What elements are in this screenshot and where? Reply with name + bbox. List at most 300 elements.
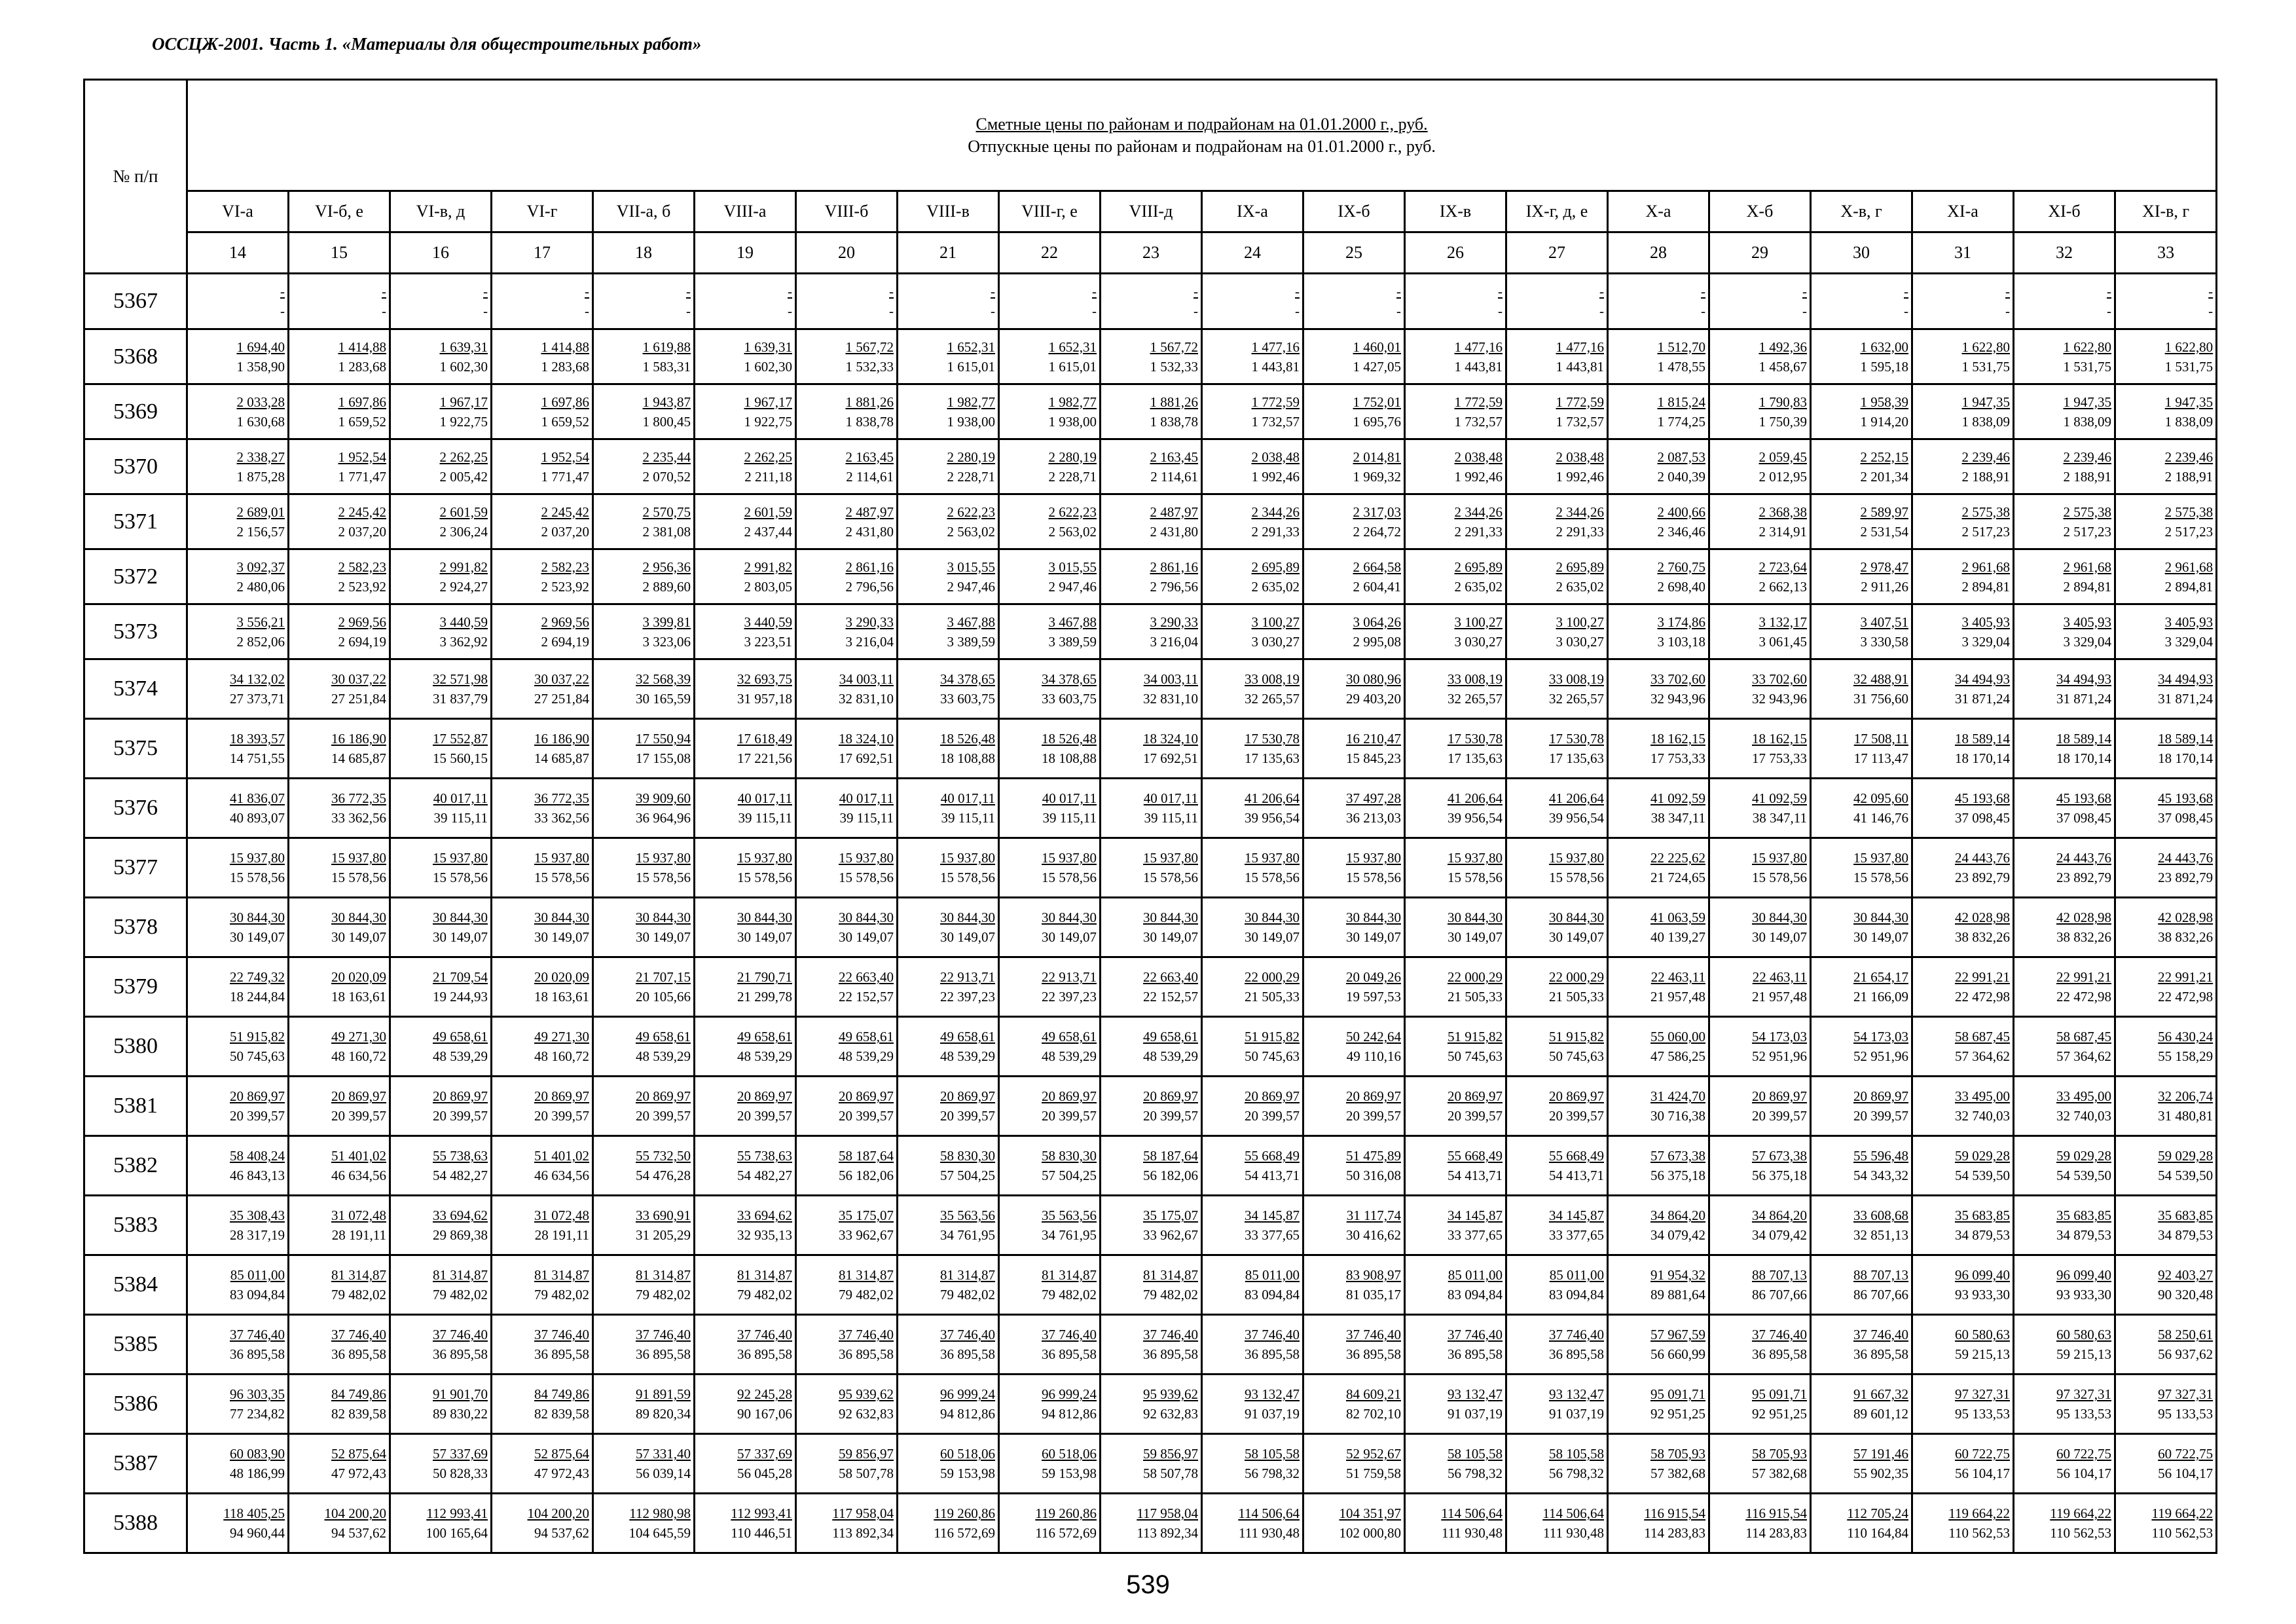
price-cell	[898, 659, 999, 719]
estimate-price: 33 008,19	[1245, 671, 1300, 687]
price-cell	[390, 1196, 492, 1255]
price-cell	[1709, 659, 1811, 719]
estimate-prices-title: Сметные цены по районам и подрайонам на 01.01.2000 г., руб.	[975, 114, 1428, 134]
price-cell	[390, 494, 492, 549]
estimate-price: 93 132,47	[1549, 1386, 1604, 1402]
price-cell	[1912, 659, 2014, 719]
release-price: 2 114,61	[1150, 468, 1198, 485]
release-price: 2 924,27	[439, 578, 488, 595]
estimate-price: 22 000,29	[1245, 969, 1300, 985]
estimate-price: 1 477,16	[1556, 339, 1604, 355]
price-cell	[695, 779, 796, 838]
estimate-price: 49 658,61	[839, 1029, 894, 1044]
price-cell	[1101, 659, 1202, 719]
price-cell	[2115, 329, 2217, 384]
column-number: 17	[492, 232, 593, 274]
price-cell	[289, 1077, 390, 1136]
release-price: 28 317,19	[230, 1227, 285, 1243]
estimate-price: 16 210,47	[1346, 731, 1401, 747]
estimate-price: 96 303,35	[230, 1386, 285, 1402]
estimate-price: 31 424,70	[1650, 1088, 1705, 1104]
release-price: 39 115,11	[839, 810, 894, 826]
price-cell	[187, 1196, 289, 1255]
release-price: 2 480,06	[236, 578, 285, 595]
release-price: 2 947,46	[1048, 578, 1097, 595]
price-cell	[492, 1136, 593, 1196]
release-price: 1 838,09	[2063, 413, 2111, 430]
release-price: 30 149,07	[839, 929, 894, 945]
estimate-price: 30 844,30	[230, 910, 285, 925]
release-price: 94 812,86	[1042, 1406, 1097, 1422]
estimate-price: 1 460,01	[1353, 339, 1401, 355]
price-cell	[1506, 1077, 1608, 1136]
price-cell	[1912, 1255, 2014, 1315]
price-cell	[1405, 898, 1506, 957]
price-cell	[2115, 274, 2217, 329]
estimate-price: 60 722,75	[2056, 1446, 2111, 1462]
price-cell	[2014, 329, 2115, 384]
price-cell	[796, 274, 898, 329]
price-cell	[390, 549, 492, 604]
estimate-price: 1 632,00	[1860, 339, 1908, 355]
release-price: 57 504,25	[940, 1168, 995, 1183]
release-price: 54 482,27	[433, 1168, 488, 1183]
region-header: VI-б, е	[289, 191, 390, 232]
release-price: 92 632,83	[1143, 1406, 1198, 1422]
release-price: 20 399,57	[636, 1108, 691, 1124]
release-price: 36 895,58	[1346, 1346, 1401, 1362]
price-cell	[1202, 1494, 1303, 1553]
price-cell	[593, 1255, 695, 1315]
estimate-price: 49 658,61	[636, 1029, 691, 1044]
estimate-price: 33 495,00	[1955, 1088, 2010, 1104]
estimate-price: 15 937,80	[1346, 850, 1401, 866]
release-price: 1 771,47	[541, 468, 589, 485]
estimate-price: 30 844,30	[1042, 910, 1097, 925]
release-price: 95 133,53	[1955, 1406, 2010, 1422]
estimate-price: 2 695,89	[1556, 559, 1604, 575]
region-header: VI-г	[492, 191, 593, 232]
price-cell	[1202, 1434, 1303, 1494]
estimate-price: 2 978,47	[1860, 559, 1908, 575]
release-price: 46 634,56	[331, 1168, 386, 1183]
estimate-price: 1 622,80	[1961, 339, 2010, 355]
release-price: 83 094,84	[1448, 1287, 1503, 1302]
price-cell	[1709, 719, 1811, 779]
release-price: -	[889, 303, 894, 319]
estimate-price: 58 687,45	[2056, 1029, 2111, 1044]
release-price: 1 532,33	[1150, 358, 1198, 375]
estimate-price: 20 869,97	[331, 1088, 386, 1104]
column-number: 20	[796, 232, 898, 274]
release-price: 1 602,30	[439, 358, 488, 375]
price-cell	[1303, 384, 1405, 439]
release-price: 37 098,45	[2056, 810, 2111, 826]
release-price: -	[585, 303, 589, 319]
price-cell	[1811, 329, 1912, 384]
price-cell	[898, 604, 999, 659]
estimate-price: 37 746,40	[737, 1327, 792, 1342]
price-cell	[492, 274, 593, 329]
release-price: 1 838,09	[2164, 413, 2214, 430]
price-cell	[1709, 439, 1811, 494]
table-row	[84, 659, 2217, 719]
release-price: 2 037,20	[338, 523, 386, 540]
price-cell	[999, 494, 1101, 549]
release-price: 21 166,09	[1853, 989, 1908, 1005]
estimate-price: 1 477,16	[1251, 339, 1300, 355]
release-price: 31 871,24	[2158, 691, 2214, 707]
price-cell	[1811, 1375, 1912, 1434]
release-price: 1 800,45	[642, 413, 691, 430]
estimate-price: 2 245,42	[338, 504, 386, 520]
estimate-price: 2 262,25	[439, 449, 488, 465]
table-row	[84, 329, 2217, 384]
price-cell	[1202, 779, 1303, 838]
release-price: 32 265,57	[1245, 691, 1300, 707]
estimate-price: 91 667,32	[1853, 1386, 1908, 1402]
price-cell	[2014, 838, 2115, 898]
estimate-price: 40 017,11	[940, 790, 995, 806]
estimate-price: 20 869,97	[1752, 1088, 1807, 1104]
price-cell	[1202, 1196, 1303, 1255]
release-price: 1 595,18	[1860, 358, 1908, 375]
price-cell	[999, 719, 1101, 779]
price-cell	[695, 1434, 796, 1494]
release-price: 18 170,14	[1955, 750, 2010, 766]
price-cell	[1608, 494, 1709, 549]
price-cell	[390, 1315, 492, 1375]
price-cell	[289, 1255, 390, 1315]
release-price: 32 943,96	[1752, 691, 1807, 707]
price-cell	[1101, 1494, 1202, 1553]
release-price: 48 539,29	[940, 1048, 995, 1064]
release-price: 90 320,48	[2158, 1287, 2214, 1302]
estimate-price: 1 639,31	[439, 339, 488, 355]
price-cell	[1506, 1315, 1608, 1375]
price-cell	[1811, 439, 1912, 494]
estimate-price: 2 344,26	[1454, 504, 1503, 520]
release-price: 23 892,79	[2158, 870, 2214, 885]
release-price: 1 615,01	[947, 358, 995, 375]
estimate-price: 37 746,40	[1245, 1327, 1300, 1342]
price-cell	[492, 549, 593, 604]
estimate-price: 1 652,31	[947, 339, 995, 355]
price-cell	[1202, 659, 1303, 719]
price-cell	[2115, 549, 2217, 604]
estimate-price: 3 405,93	[1961, 614, 2010, 630]
release-price: 1 771,47	[338, 468, 386, 485]
page-number: 539	[1126, 1570, 1170, 1599]
estimate-price: 30 080,96	[1346, 671, 1401, 687]
price-cell	[999, 659, 1101, 719]
release-price: 20 399,57	[331, 1108, 386, 1124]
release-price: 2 431,80	[845, 523, 894, 540]
estimate-price: 92 245,28	[737, 1386, 792, 1402]
release-price: 15 578,56	[940, 870, 995, 885]
price-cell	[187, 549, 289, 604]
release-price: 79 482,02	[433, 1287, 488, 1302]
table-row	[84, 1017, 2217, 1077]
price-cell	[1506, 1434, 1608, 1494]
estimate-price: 91 891,59	[636, 1386, 691, 1402]
estimate-price: 21 790,71	[737, 969, 792, 985]
price-cell	[492, 838, 593, 898]
release-price: 2 291,33	[1556, 523, 1604, 540]
price-cell	[2014, 1255, 2115, 1315]
estimate-price: 2 695,89	[1454, 559, 1503, 575]
estimate-price: 81 314,87	[1143, 1267, 1198, 1283]
estimate-price: 33 495,00	[2056, 1088, 2111, 1104]
price-cell	[898, 1196, 999, 1255]
release-price: 89 601,12	[1853, 1406, 1908, 1422]
release-prices-title: Отпускные цены по районам и подрайонам на 01.01.2000 г., руб.	[968, 136, 1436, 156]
release-price: 22 472,98	[2158, 989, 2214, 1005]
price-cell	[999, 1017, 1101, 1077]
estimate-price: 15 937,80	[940, 850, 995, 866]
release-price: 18 170,14	[2158, 750, 2214, 766]
estimate-price: 58 687,45	[1955, 1029, 2010, 1044]
release-price: 17 692,51	[839, 750, 894, 766]
release-price: 18 108,88	[1042, 750, 1097, 766]
price-cell	[1608, 439, 1709, 494]
release-price: 28 191,11	[534, 1227, 589, 1243]
price-cell	[695, 384, 796, 439]
estimate-price: 30 844,30	[839, 910, 894, 925]
release-price: 111 930,48	[1239, 1525, 1300, 1541]
price-cell	[187, 439, 289, 494]
price-cell	[1608, 604, 1709, 659]
estimate-price: 17 530,78	[1448, 731, 1503, 747]
estimate-price: 17 550,94	[636, 731, 691, 747]
release-price: 1 458,67	[1758, 358, 1807, 375]
release-price: 52 951,96	[1853, 1048, 1908, 1064]
release-price: 52 951,96	[1752, 1048, 1807, 1064]
release-price: 54 482,27	[737, 1168, 792, 1183]
estimate-price: 1 492,36	[1758, 339, 1807, 355]
estimate-price: 59 856,97	[839, 1446, 894, 1462]
release-price: 93 933,30	[2056, 1287, 2111, 1302]
price-cell	[390, 898, 492, 957]
price-cell	[593, 719, 695, 779]
price-cell	[593, 838, 695, 898]
estimate-price: 45 193,68	[2158, 790, 2214, 806]
column-number: 32	[2014, 232, 2115, 274]
table-row	[84, 838, 2217, 898]
release-price: 33 962,67	[1143, 1227, 1198, 1243]
release-price: 18 170,14	[2056, 750, 2111, 766]
price-cell	[289, 1196, 390, 1255]
price-cell	[1506, 329, 1608, 384]
region-header: VI-в, д	[390, 191, 492, 232]
estimate-price: 60 518,06	[1042, 1446, 1097, 1462]
estimate-price: 51 401,02	[331, 1148, 386, 1164]
estimate-price: 2 689,01	[236, 504, 285, 520]
price-cell	[1709, 1017, 1811, 1077]
estimate-price: 57 967,59	[1650, 1327, 1705, 1342]
price-cell	[2014, 1375, 2115, 1434]
release-price: 56 798,32	[1245, 1466, 1300, 1481]
release-price: 20 399,57	[1346, 1108, 1401, 1124]
release-price: 31 871,24	[2056, 691, 2111, 707]
price-cell	[1506, 1375, 1608, 1434]
release-price: 56 104,17	[2056, 1466, 2111, 1481]
estimate-price: 18 526,48	[1042, 731, 1097, 747]
estimate-price: 2 961,68	[1961, 559, 2010, 575]
release-price: 41 146,76	[1853, 810, 1908, 826]
price-cell	[1202, 1136, 1303, 1196]
estimate-price: -	[2208, 284, 2214, 299]
release-price: 59 215,13	[1955, 1346, 2010, 1362]
estimate-price: 34 145,87	[1448, 1208, 1503, 1223]
estimate-price: 95 939,62	[839, 1386, 894, 1402]
price-cell	[1101, 1255, 1202, 1315]
release-price: 36 895,58	[534, 1346, 589, 1362]
region-header: X-б	[1709, 191, 1811, 232]
estimate-price: 49 271,30	[534, 1029, 589, 1044]
estimate-price: 30 844,30	[534, 910, 589, 925]
release-price: 54 539,50	[1955, 1168, 2010, 1183]
estimate-price: 84 609,21	[1346, 1386, 1401, 1402]
release-price: 2 188,91	[1961, 468, 2010, 485]
estimate-price: 22 000,29	[1448, 969, 1503, 985]
release-price: 2 431,80	[1150, 523, 1198, 540]
price-cell	[1405, 779, 1506, 838]
price-cell	[390, 719, 492, 779]
release-price: 3 323,06	[642, 633, 691, 650]
release-price: 113 892,34	[832, 1525, 894, 1541]
price-cell	[289, 274, 390, 329]
release-price: 79 482,02	[534, 1287, 589, 1302]
estimate-price: 2 570,75	[642, 504, 691, 520]
price-cell	[1101, 957, 1202, 1017]
price-cell	[492, 719, 593, 779]
estimate-price: 21 654,17	[1853, 969, 1908, 985]
release-price: 3 103,18	[1657, 633, 1705, 650]
price-cell	[1811, 779, 1912, 838]
release-price: 102 000,80	[1339, 1525, 1401, 1541]
estimate-price: 2 589,97	[1860, 504, 1908, 520]
price-cell	[1303, 1077, 1405, 1136]
estimate-price: 21 709,54	[433, 969, 488, 985]
release-price: 15 578,56	[1346, 870, 1401, 885]
price-cell	[2014, 779, 2115, 838]
price-cell	[2014, 1136, 2115, 1196]
price-cell	[1709, 329, 1811, 384]
release-price: 32 831,10	[839, 691, 894, 707]
price-cell	[390, 439, 492, 494]
estimate-price: 32 571,98	[433, 671, 488, 687]
release-price: 15 845,23	[1346, 750, 1401, 766]
price-cell	[492, 659, 593, 719]
release-price: 54 539,50	[2056, 1168, 2111, 1183]
release-price: 36 895,58	[940, 1346, 995, 1362]
release-price: 2 264,72	[1353, 523, 1401, 540]
estimate-price: 18 324,10	[1143, 731, 1198, 747]
release-price: 89 881,64	[1650, 1287, 1705, 1302]
item-number: 5367	[84, 274, 187, 329]
estimate-price: 3 064,26	[1353, 614, 1401, 630]
release-price: 58 507,78	[1143, 1466, 1198, 1481]
price-cell	[1709, 838, 1811, 898]
price-cell	[593, 1434, 695, 1494]
release-price: 27 251,84	[331, 691, 386, 707]
estimate-price: 81 314,87	[737, 1267, 792, 1283]
price-cell	[1811, 659, 1912, 719]
price-cell	[898, 957, 999, 1017]
region-header: IX-а	[1202, 191, 1303, 232]
table-row	[84, 384, 2217, 439]
release-price: 29 403,20	[1346, 691, 1401, 707]
price-cell	[1405, 838, 1506, 898]
region-header: VII-а, б	[593, 191, 695, 232]
price-cell	[593, 439, 695, 494]
estimate-price: 2 601,59	[744, 504, 792, 520]
price-cell	[1303, 898, 1405, 957]
price-cell	[2014, 439, 2115, 494]
price-cell	[187, 1434, 289, 1494]
estimate-price: 15 937,80	[1752, 850, 1807, 866]
region-header: VIII-д	[1101, 191, 1202, 232]
estimate-price: 2 760,75	[1657, 559, 1705, 575]
estimate-price: 1 947,35	[2063, 394, 2111, 410]
price-cell	[187, 1255, 289, 1315]
column-number: 28	[1608, 232, 1709, 274]
release-price: 34 761,95	[1042, 1227, 1097, 1243]
release-price: 21 505,33	[1549, 989, 1604, 1005]
release-price: 82 702,10	[1346, 1406, 1401, 1422]
release-price: 21 957,48	[1752, 989, 1807, 1005]
estimate-price: 30 844,30	[331, 910, 386, 925]
release-price: -	[686, 303, 691, 319]
release-price: 39 956,54	[1448, 810, 1503, 826]
price-cell	[796, 779, 898, 838]
estimate-price: 1 982,77	[1048, 394, 1097, 410]
price-cell	[999, 779, 1101, 838]
price-cell	[593, 1077, 695, 1136]
price-cell	[2014, 1077, 2115, 1136]
estimate-price: 2 400,66	[1657, 504, 1705, 520]
price-cell	[1709, 1375, 1811, 1434]
release-price: 15 578,56	[1549, 870, 1604, 885]
release-price: 20 399,57	[1042, 1108, 1097, 1124]
price-cell	[390, 274, 492, 329]
estimate-price: 24 443,76	[2056, 850, 2111, 866]
release-price: 50 828,33	[433, 1466, 488, 1481]
estimate-price: 60 722,75	[2158, 1446, 2214, 1462]
estimate-price: 20 869,97	[636, 1088, 691, 1104]
price-cell	[593, 549, 695, 604]
estimate-price: 3 407,51	[1860, 614, 1908, 630]
price-cell	[1811, 1494, 1912, 1553]
column-number: 25	[1303, 232, 1405, 274]
estimate-price: 22 463,11	[1650, 969, 1705, 985]
price-cell	[1709, 1077, 1811, 1136]
estimate-price: 18 589,14	[2056, 731, 2111, 747]
release-price: 30 149,07	[1448, 929, 1503, 945]
release-price: 1 922,75	[439, 413, 488, 430]
release-price: 1 914,20	[1860, 413, 1908, 430]
release-price: 36 895,58	[1448, 1346, 1503, 1362]
price-cell	[898, 1017, 999, 1077]
price-cell	[1101, 1077, 1202, 1136]
release-price: 2 070,52	[642, 468, 691, 485]
price-cell	[1912, 1017, 2014, 1077]
table-row	[84, 898, 2217, 957]
estimate-price: 34 494,93	[2056, 671, 2111, 687]
price-cell	[1811, 384, 1912, 439]
estimate-price: 2 487,97	[845, 504, 894, 520]
